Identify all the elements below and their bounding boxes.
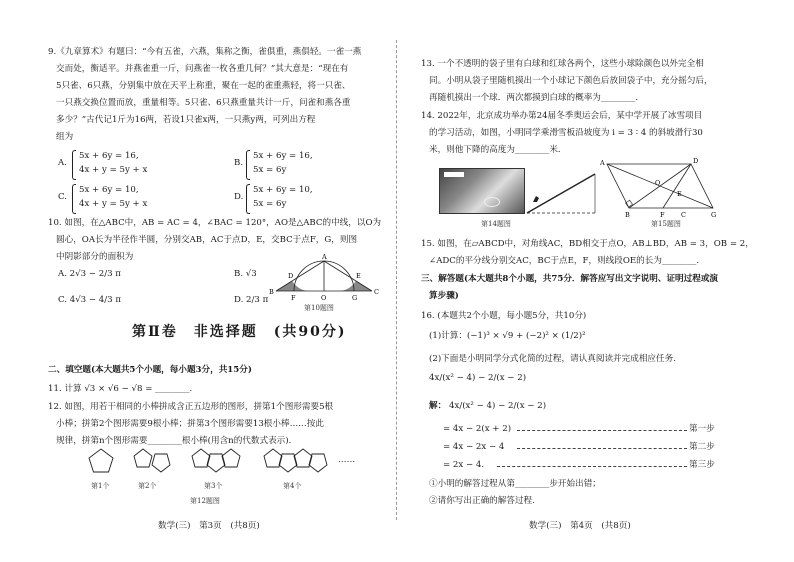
q14-photo bbox=[439, 168, 525, 214]
brace bbox=[246, 184, 250, 214]
olympic-rings-icon bbox=[484, 197, 500, 207]
q16-intro: 16. (本题共2个小题，每小题5分，共10分) bbox=[421, 311, 587, 321]
q13-line: 再随机摸出一个球．两次都摸到白球的概率为________. bbox=[429, 93, 638, 103]
q10-line: 中阴影部分的面积为 bbox=[56, 252, 134, 262]
step-tag: 第二步 bbox=[689, 442, 715, 452]
header-line: 算步骤) bbox=[429, 291, 459, 301]
option-label: B. bbox=[234, 158, 244, 168]
pentagon-figure-2 bbox=[132, 446, 172, 474]
fig-label-o: O bbox=[321, 294, 327, 302]
q9-line: 9.《九章算术》有题曰：“今有五雀，六燕，集称之衡，雀俱重，燕俱轻。一雀一燕 bbox=[48, 47, 362, 57]
q9-line: 多少？”古代记1斤为16两，若设1只雀x两，一只燕y两，可列出方程 bbox=[56, 115, 316, 125]
fig14-caption: 第14题图 bbox=[481, 220, 511, 228]
option-label: D. bbox=[234, 192, 244, 202]
q9-line: 组为 bbox=[56, 132, 74, 142]
q14-line: 14. 2022年，北京成功举办第24届冬季奥运会后，某中学开展了冰雪项目 bbox=[421, 111, 703, 121]
q16-part2: (2)下面是小明同学分式化简的过程，请认真阅读并完成相应任务. bbox=[429, 354, 676, 364]
solution-step: = 4x − 2(x + 2) bbox=[443, 424, 512, 434]
leader-line bbox=[497, 466, 687, 467]
page-footer: 数学(三) 第4页 (共8页) bbox=[529, 521, 631, 531]
fill-section-header: 二、填空题(本大题共5个小题，每小题3分，共15分) bbox=[48, 365, 252, 375]
q9-line: 一只燕交换位置而放，重量相等。5只雀、6只燕重量共计一斤，问雀和燕各重 bbox=[56, 98, 351, 108]
q9-line: 5只雀、6只燕，分别集中放在天平上称重，聚在一起的雀重燕轻，将一只雀、 bbox=[56, 81, 351, 91]
q10-option-a[interactable]: A. 2√3 − 2/3 π bbox=[58, 269, 121, 279]
q10-option-c[interactable]: C. 4√3 − 4/3 π bbox=[58, 295, 122, 305]
q10-figure-caption: 第10题图 bbox=[304, 304, 334, 312]
equation: 5x + 6y = 16, bbox=[253, 151, 313, 161]
fig-label-c: C bbox=[374, 288, 379, 296]
equation: 5x + 6y = 10, bbox=[79, 185, 139, 195]
leader-line bbox=[517, 430, 687, 431]
fig-label-o: O bbox=[655, 179, 661, 187]
q10-line: 10. 如图，在△ABC中，AB = AC = 4，∠BAC = 120°，AO是△ABC的中线，以O为 bbox=[48, 218, 382, 228]
side-ac bbox=[324, 261, 372, 291]
equation: 4x + y = 5y + x bbox=[79, 199, 148, 209]
solution-step: = 4x − 2x − 4 bbox=[443, 442, 505, 452]
equation: 5x = 6y bbox=[253, 165, 287, 175]
fig-caption: 第4个 bbox=[283, 482, 302, 490]
question-11: 11. 计算 √3 × √6 − √8 = ________. bbox=[48, 384, 193, 394]
page-footer: 数学(三) 第3页 (共8页) bbox=[158, 521, 260, 531]
brace bbox=[72, 150, 76, 180]
fig-caption: 第3个 bbox=[204, 482, 223, 490]
brace bbox=[72, 184, 76, 214]
q15-line: ∠ADC的平分线分别交AC，BC于点E，F，则线段OE的长为________. bbox=[429, 256, 700, 266]
equation: 5x + 6y = 16, bbox=[79, 151, 139, 161]
pentagon-figure-3 bbox=[190, 446, 242, 474]
fig-label-e: E bbox=[356, 272, 361, 280]
solution-label: 解： bbox=[429, 401, 447, 411]
fig-label-g: G bbox=[711, 211, 717, 219]
shaded-left bbox=[276, 281, 308, 291]
q14-line: 的学习活动，如图，小明同学乘滑雪板沿坡度为 i = 3 ∶ 4 的斜坡滑行30 bbox=[429, 128, 703, 138]
q15-line: 15. 如图，在▱ABCD中，对角线AC，BD相交于点O，AB⊥BD，AB = 3，OB = 2， bbox=[421, 239, 754, 249]
fig-label-e: E bbox=[677, 190, 682, 198]
fig15-caption: 第15题图 bbox=[651, 220, 681, 228]
pentagon-figure-1 bbox=[86, 446, 116, 474]
q12-figure-caption: 第12题图 bbox=[190, 497, 220, 505]
q10-figure bbox=[268, 250, 380, 302]
equation: 4x + y = 5y + x bbox=[79, 165, 148, 175]
q16-part1: (1)计算：(−1)³ × √9 + (−2)² × (1/2)² bbox=[429, 331, 586, 341]
photo-logo bbox=[444, 172, 464, 177]
fig-label-a: A bbox=[322, 253, 327, 261]
step-tag: 第一步 bbox=[689, 424, 715, 434]
fig-label-b: B bbox=[625, 211, 630, 219]
q12-ellipsis: …… bbox=[338, 455, 356, 465]
fig-caption: 第2个 bbox=[138, 482, 157, 490]
fig-caption: 第1个 bbox=[91, 482, 110, 490]
fig-label-a: A bbox=[600, 159, 605, 167]
q12-line: 12. 如图，用若干相同的小棒拼成含正五边形的图形，拼第1个图形需要5根 bbox=[48, 402, 334, 412]
q10-option-d[interactable]: D. 2/3 π bbox=[234, 295, 269, 305]
q10-option-b[interactable]: B. √3 bbox=[234, 269, 257, 279]
header-line: 三、解答题(本大题共8个小题，共75分．解答应写出文字说明、证明过程或演 bbox=[421, 274, 719, 284]
q9-line: 交而处，衡适平。并燕雀重一斤，问燕雀一枚各重几何？”其大意是：“现在有 bbox=[56, 64, 349, 74]
q12-line: 小棒；拼第2个图形需要9根小棒；拼第3个图形需要13根小棒……按此 bbox=[56, 419, 324, 429]
section-title: 第Ⅱ卷 非选择题 (共90分) bbox=[132, 324, 347, 340]
fig-label-d: D bbox=[288, 272, 294, 280]
q15-figure bbox=[597, 158, 725, 220]
fig-label-c: C bbox=[681, 211, 686, 219]
option-label: A. bbox=[58, 158, 67, 168]
fig-label-b: B bbox=[269, 288, 274, 296]
shaded-right bbox=[340, 281, 372, 291]
fig-label-g: G bbox=[352, 294, 358, 302]
q16-task2: ②请你写出正确的解答过程. bbox=[429, 496, 535, 506]
solution-step: 4x/(x² − 4) − 2/(x − 2) bbox=[449, 401, 547, 411]
equation: 5x + 6y = 10, bbox=[253, 185, 313, 195]
option-label: C. bbox=[58, 192, 68, 202]
q13-line: 同。小明从袋子里随机摸出一个小球记下颜色后放回袋子中，充分摇匀后， bbox=[429, 76, 713, 86]
q10-line: 圆心，OA长为半径作半圆，分别交AB，AC于点D，E，交BC于点F，G，则图 bbox=[56, 235, 358, 245]
q14-slope-diagram bbox=[525, 166, 607, 216]
side-ab bbox=[276, 261, 324, 291]
equation: 5x = 6y bbox=[253, 199, 287, 209]
q12-line: 规律，拼第n个图形需要________根小棒(用含n的代数式表示). bbox=[56, 436, 292, 446]
skier-icon bbox=[533, 196, 539, 202]
q14-line: 米，则他下降的高度为________米. bbox=[429, 145, 561, 155]
solution-step: = 2x − 4. bbox=[443, 460, 485, 470]
leader-line bbox=[517, 448, 687, 449]
pentagon-figure-4 bbox=[262, 446, 328, 474]
q13-line: 13. 一个不透明的袋子里有白球和红球各两个，这些小球除颜色以外完全相 bbox=[421, 59, 704, 69]
fig-label-f: F bbox=[660, 211, 665, 219]
q16-expression: 4x/(x² − 4) − 2/(x − 2) bbox=[429, 373, 527, 383]
step-tag: 第三步 bbox=[689, 460, 715, 470]
fig-label-d: D bbox=[693, 158, 699, 165]
fig-label-f: F bbox=[291, 294, 296, 302]
right-page bbox=[397, 0, 794, 562]
brace bbox=[246, 150, 250, 180]
q16-task1: ①小明的解答过程从第________步开始出错； bbox=[429, 479, 601, 489]
